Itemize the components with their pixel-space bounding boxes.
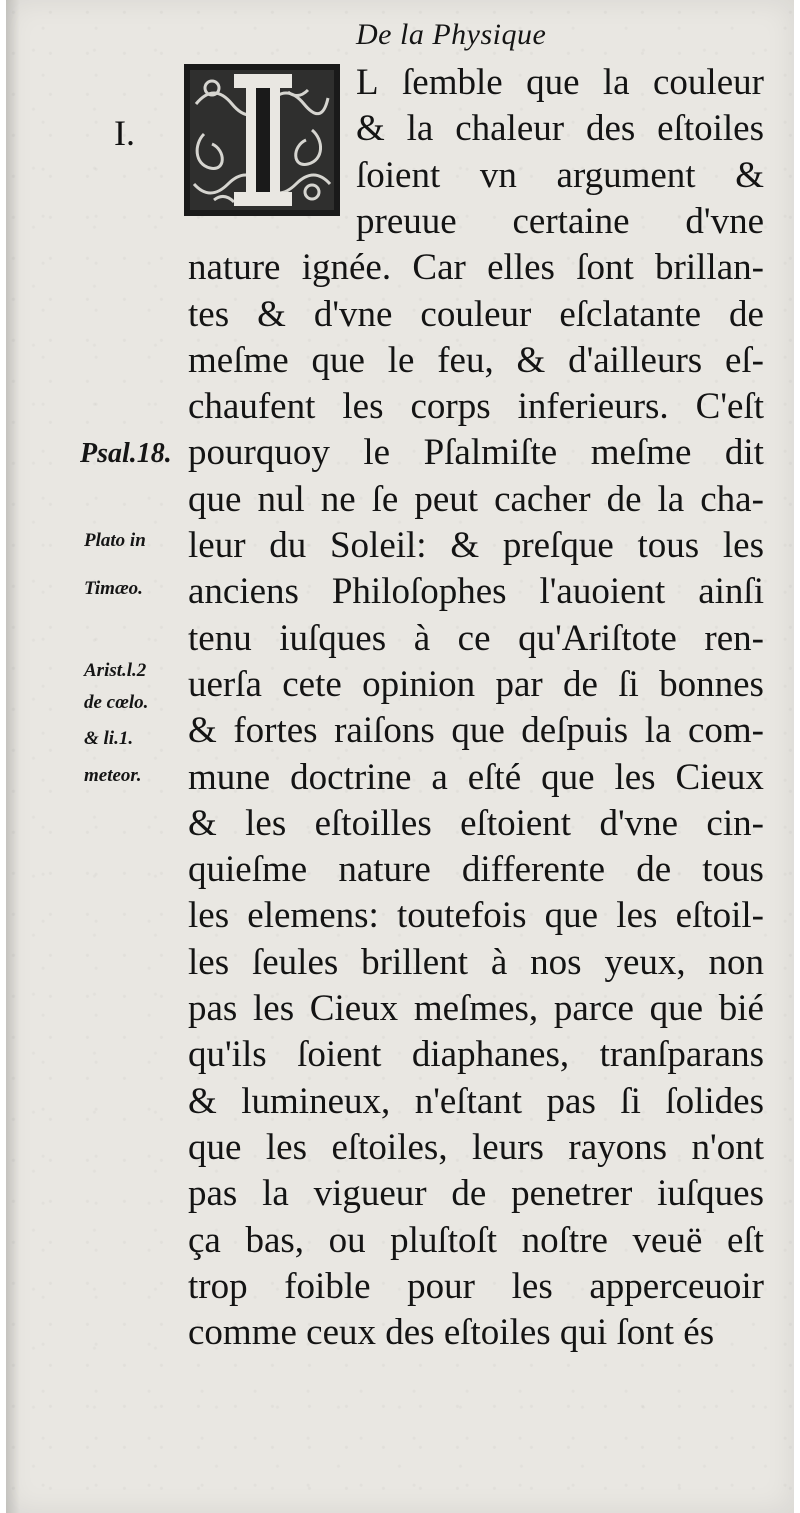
text-line: nature ignée. Car elles ſont brillan- <box>188 247 764 289</box>
text-line: les elemens: toutefois que les eſtoil- <box>188 895 764 937</box>
text-line: tes & d'vne couleur eſclatante de <box>188 293 764 335</box>
text-line: meſme que le feu, & d'ailleurs eſ- <box>188 339 764 381</box>
margin-note: Plato in <box>84 530 146 551</box>
text-line: pas les Cieux meſmes, parce que bié <box>188 988 764 1029</box>
text-line: que les eſtoiles, leurs rayons n'ont <box>188 1126 764 1168</box>
margin-note: & li.1. <box>84 728 134 749</box>
section-number: I. <box>114 113 135 153</box>
text-line: chaufent les corps inferieurs. C'eſt <box>188 386 764 428</box>
margin-note: Arist.l.2 <box>84 660 147 681</box>
text-line: leur du Soleil: & preſque tous les <box>188 525 764 566</box>
text-line: pourquoy le Pſalmiſte meſme dit <box>188 432 764 474</box>
text-line: les ſeules brillent à nos yeux, non <box>188 941 764 983</box>
text-line: pas la vigueur de penetrer iuſques <box>188 1173 764 1215</box>
running-head: De la Physique <box>356 18 547 51</box>
text-line: preuue certaine d'vne <box>356 200 764 242</box>
text-line: anciens Philoſophes l'auoient ainſi <box>188 571 764 613</box>
text-line: tenu iuſques à ce qu'Ariſtote ren- <box>188 617 764 659</box>
text-line: ſoient vn argument & <box>356 154 764 196</box>
text-line: & lumineux, n'eſtant pas ſi ſolides <box>188 1080 764 1122</box>
text-line: & les eſtoilles eſtoient d'vne cin- <box>188 802 764 844</box>
book-page <box>6 0 794 1513</box>
body-text <box>6 0 794 1513</box>
margin-note: Timæo. <box>84 578 143 599</box>
text-line: trop foible pour les apperceuoir <box>188 1265 764 1307</box>
text-line: uerſa cete opinion par de ſi bonnes <box>188 663 764 705</box>
text-line: ça bas, ou pluſtoſt noſtre veuë eſt <box>188 1219 764 1261</box>
text-line: qu'ils ſoient diaphanes, tranſparans <box>188 1034 764 1076</box>
margin-note: de cœlo. <box>84 692 149 713</box>
margin-note: Psal.18. <box>80 438 172 469</box>
text-line: comme ceux des eſtoiles qui ſont és <box>188 1312 715 1354</box>
text-line: & fortes raiſons que deſpuis la com- <box>188 710 764 752</box>
text-line: & la chaleur des eſtoiles <box>356 108 764 150</box>
text-line: L ſemble que la couleur <box>356 62 764 103</box>
text-line: quieſme nature differente de tous <box>188 849 764 891</box>
text-line: que nul ne ſe peut cacher de la cha- <box>188 478 764 520</box>
margin-note: meteor. <box>84 765 142 786</box>
text-line: mune doctrine a eſté que les Cieux <box>188 756 764 798</box>
